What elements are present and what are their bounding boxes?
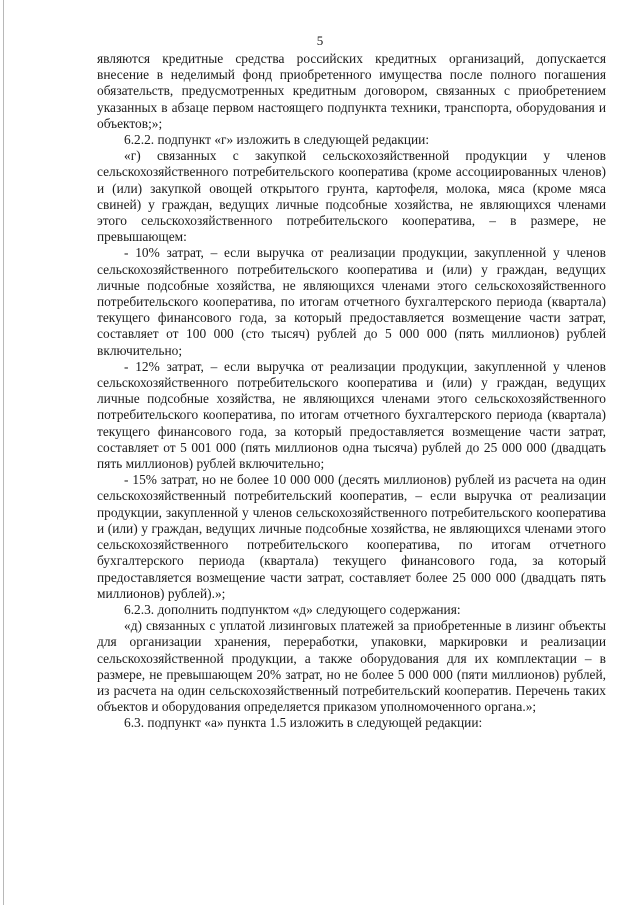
paragraph-subpoint-d: «д) связанных с уплатой лизинговых платежей за приобретенные в лизинг объекты для организации хранения, переработки, упаковки, маркировки и реализации сельскохозяйственной продукции, а также оборудования для их комплектации – в размере, не превышающем 20% затрат, но не более 5 000 000 (пяти миллионов) рублей, из расчета на один сельскохозяйственный потребительский кооператив. Перечень таких объектов и оборудования определяется приказом уполномоченного органа.»; [97, 618, 606, 715]
scan-edge-line [3, 0, 4, 905]
paragraph-subpoint-g: «г) связанных с закупкой сельскохозяйственной продукции у членов сельскохозяйственного потребительского кооператива (кроме ассоциированных членов) и (или) закупкой овощей открытого грунта, картофеля, молока, мяса (кроме мяса свиней) у граждан, ведущих личные подсобные хозяйства, не являющихся членами этого сельскохозяйственного потребительского кооператива, – в размере, не превышающем: [97, 148, 606, 245]
paragraph-continuation: являются кредитные средства российских кредитных организаций, допускается внесение в неделимый фонд приобретенного имущества после полного погашения обязательств, предусмотренных кредитным договором, связанных с приобретением указанных в абзаце первом настоящего подпункта техники, транспорта, оборудования и объектов;»; [97, 51, 606, 131]
paragraph-6-2-3-heading: 6.2.3. дополнить подпунктом «д» следующего содержания: [124, 601, 461, 617]
paragraph-12-percent: - 12% затрат, – если выручка от реализации продукции, закупленной у членов сельскохозяйственного потребительского кооператива и (или) у граждан, ведущих личные подсобные хозяйства, не являющихся членами этого сельскохозяйственного потребительского кооператива, по итогам отчетного бухгалтерского периода (квартала) текущего финансового года, за который предоставляется возмещение части затрат, составляет от 5 001 000 (пять миллионов одна тысяча) рублей до 25 000 000 (двадцать пять миллионов) рублей включительно; [97, 358, 606, 472]
document-body [97, 51, 606, 732]
paragraph-6-3-heading: 6.3. подпункт «а» пункта 1.5 изложить в следующей редакции: [124, 715, 483, 731]
paragraph-6-2-2-heading: 6.2.2. подпункт «г» изложить в следующей редакции: [124, 132, 430, 148]
paragraph-10-percent: - 10% затрат, – если выручка от реализации продукции, закупленной у членов сельскохозяйственного потребительского кооператива и (или) у граждан, ведущих личные подсобные хозяйства, не являющихся членами этого сельскохозяйственного потребительского кооператива, по итогам отчетного бухгалтерского периода (квартала) текущего финансового года, за который предоставляется возмещение части затрат, составляет от 100 000 (сто тысяч) рублей до 5 000 000 (пять миллионов) рублей включительно; [97, 245, 606, 358]
page-number: 5 [316, 33, 324, 48]
paragraph-15-percent: - 15% затрат, но не более 10 000 000 (десять миллионов) рублей из расчета на один сельскохозяйственный потребительский кооператив, – если выручка от реализации продукции, закупленной у членов сельскохозяйственного потребительского кооператива и (или) у граждан, ведущих личные подсобные хозяйства, не являющихся членами этого сельскохозяйственного потребительского кооператива, по итогам отчетного бухгалтерского периода (квартала) текущего финансового года, за который предоставляется возмещение части затрат, составляет более 25 000 000 (двадцать пять миллионов) рублей).»; [97, 472, 606, 601]
